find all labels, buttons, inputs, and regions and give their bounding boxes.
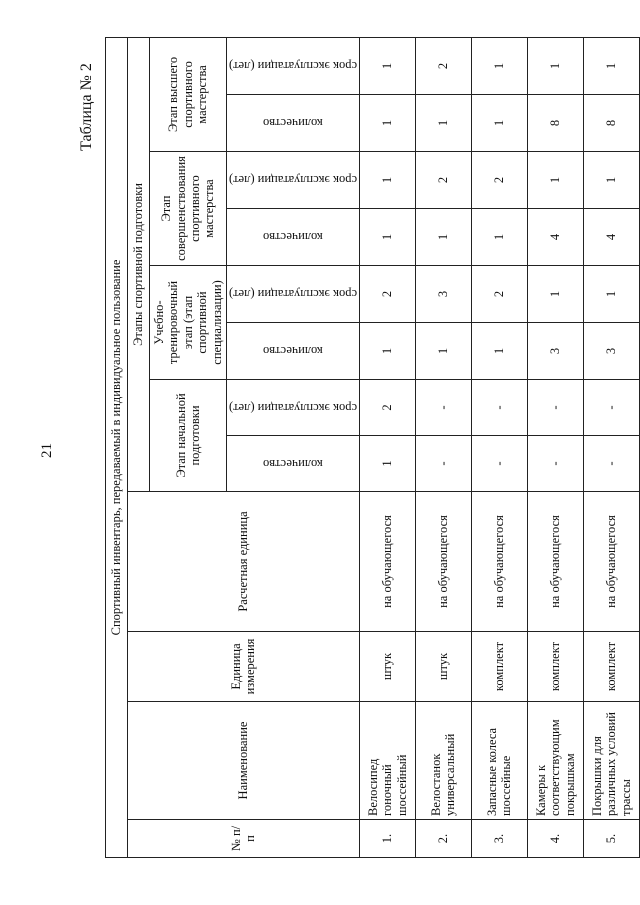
quantity-label: количество	[263, 344, 323, 359]
col-name-header: Наименование	[128, 702, 360, 820]
quantity-cell: 1	[359, 209, 415, 266]
stage-header: Этап высшего спортивного мастерства	[150, 37, 227, 151]
stage-header: Этап начальной подготовки	[150, 380, 227, 492]
quantity-header	[226, 436, 359, 492]
row-name: Велосипед гоночный шоссейный	[359, 702, 415, 820]
row-unit: комплект	[471, 632, 527, 702]
page-number: 21	[39, 443, 55, 458]
term-cell: 2	[359, 266, 415, 323]
quantity-cell: -	[583, 436, 639, 492]
row-unit: комплект	[583, 632, 639, 702]
term-cell: -	[583, 380, 639, 436]
row-calc-unit: на обучающегося	[583, 492, 639, 632]
row-calc-unit: на обучающегося	[471, 492, 527, 632]
col-calc-unit-header: Расчетная единица	[128, 492, 360, 632]
inventory-table	[105, 37, 640, 858]
row-number: 4.	[527, 820, 583, 858]
quantity-cell: 1	[359, 436, 415, 492]
quantity-cell: 1	[359, 323, 415, 380]
table-row	[527, 37, 583, 857]
term-cell: 2	[415, 152, 471, 209]
stages-header: Этапы спортивной подготовки	[128, 37, 150, 491]
quantity-cell: 4	[527, 209, 583, 266]
quantity-cell: -	[415, 436, 471, 492]
quantity-cell: -	[527, 436, 583, 492]
term-label: срок эксплуатации (лет)	[228, 173, 357, 188]
col-num-header: № п/п	[128, 820, 360, 858]
row-name: Камеры к соответствующим покрышкам	[527, 702, 583, 820]
quantity-cell: 1	[415, 95, 471, 152]
term-cell: 1	[527, 152, 583, 209]
term-cell: 2	[471, 266, 527, 323]
stage-header: Учебно-тренировочный этап (этап спортивной специализации)	[150, 266, 227, 380]
quantity-cell: 3	[527, 323, 583, 380]
quantity-cell: 4	[583, 209, 639, 266]
row-number: 3.	[471, 820, 527, 858]
quantity-cell: 1	[471, 323, 527, 380]
term-label: срок эксплуатации (лет)	[228, 400, 357, 415]
term-cell: 1	[527, 37, 583, 94]
quantity-cell: 1	[471, 95, 527, 152]
col-unit-header: Единица измерения	[128, 632, 360, 702]
row-unit: комплект	[527, 632, 583, 702]
term-cell: 2	[471, 152, 527, 209]
term-cell: 1	[471, 37, 527, 94]
quantity-cell: 8	[527, 95, 583, 152]
row-name: Покрышки для различных условий трассы	[583, 702, 639, 820]
quantity-cell: 1	[415, 209, 471, 266]
term-cell: 1	[583, 37, 639, 94]
row-name: Запасные колеса шоссейные	[471, 702, 527, 820]
term-cell: 1	[527, 266, 583, 323]
rotated-table-wrapper	[105, 38, 633, 858]
row-unit: штук	[359, 632, 415, 702]
table-row	[471, 37, 527, 857]
term-cell: -	[527, 380, 583, 436]
table-row	[359, 37, 415, 857]
term-label: срок эксплуатации (лет)	[228, 287, 357, 302]
row-number: 5.	[583, 820, 639, 858]
quantity-header	[226, 209, 359, 266]
term-cell: 3	[415, 266, 471, 323]
quantity-cell: 8	[583, 95, 639, 152]
quantity-cell: 1	[471, 209, 527, 266]
quantity-cell: 3	[583, 323, 639, 380]
term-header	[226, 380, 359, 436]
quantity-header	[226, 323, 359, 380]
term-label: срок эксплуатации (лет)	[228, 59, 357, 74]
table-row	[583, 37, 639, 857]
term-header	[226, 266, 359, 323]
term-cell: -	[471, 380, 527, 436]
term-cell: 1	[583, 266, 639, 323]
row-number: 2.	[415, 820, 471, 858]
term-cell: 1	[583, 152, 639, 209]
row-number: 1.	[359, 820, 415, 858]
row-calc-unit: на обучающегося	[527, 492, 583, 632]
table-caption: Таблица № 2	[78, 63, 96, 151]
table-row	[415, 37, 471, 857]
stage-header: Этап совершенствования спортивного мастерства	[150, 152, 227, 266]
quantity-cell: 1	[359, 95, 415, 152]
quantity-cell: -	[471, 436, 527, 492]
term-cell: 2	[359, 380, 415, 436]
term-cell: 1	[359, 37, 415, 94]
row-name: Велостанок универсальный	[415, 702, 471, 820]
term-header	[226, 152, 359, 209]
row-calc-unit: на обучающегося	[415, 492, 471, 632]
quantity-label: количество	[263, 116, 323, 131]
quantity-label: количество	[263, 230, 323, 245]
row-unit: штук	[415, 632, 471, 702]
table-main-header: Спортивный инвентарь, передаваемый в индивидуальное пользование	[106, 37, 128, 857]
term-cell: 2	[415, 37, 471, 94]
quantity-cell: 1	[415, 323, 471, 380]
quantity-label: количество	[263, 456, 323, 471]
row-calc-unit: на обучающегося	[359, 492, 415, 632]
term-cell: -	[415, 380, 471, 436]
quantity-header	[226, 95, 359, 152]
term-cell: 1	[359, 152, 415, 209]
term-header	[226, 37, 359, 94]
